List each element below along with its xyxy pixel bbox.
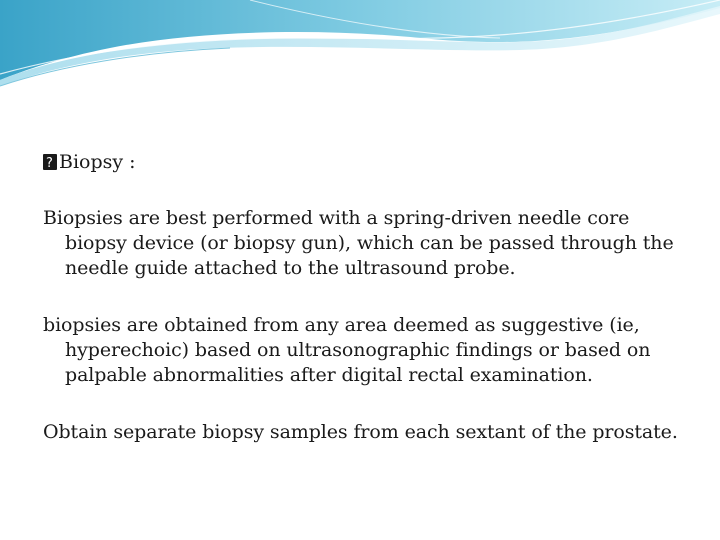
slide-heading [43,150,693,174]
heading-text: Biopsy : [59,151,136,173]
missing-glyph-icon [43,154,57,170]
paragraph-biopsy-areas: biopsies are obtained from any area deemed as suggestive (ie, hyperechoic) based on ultrasonographic findings or based on palpable abnormalities after digital rectal examination. [43,314,651,386]
slide-body [43,150,693,477]
paragraph-biopsy-device: Biopsies are best performed with a spring-driven needle core biopsy device (or biopsy gun), which can be passed through the needle guide attached to the ultrasound probe. [43,207,674,279]
paragraph-sextant-samples: Obtain separate biopsy samples from each sextant of the prostate. [43,421,678,443]
header-wave-decoration [0,0,720,90]
